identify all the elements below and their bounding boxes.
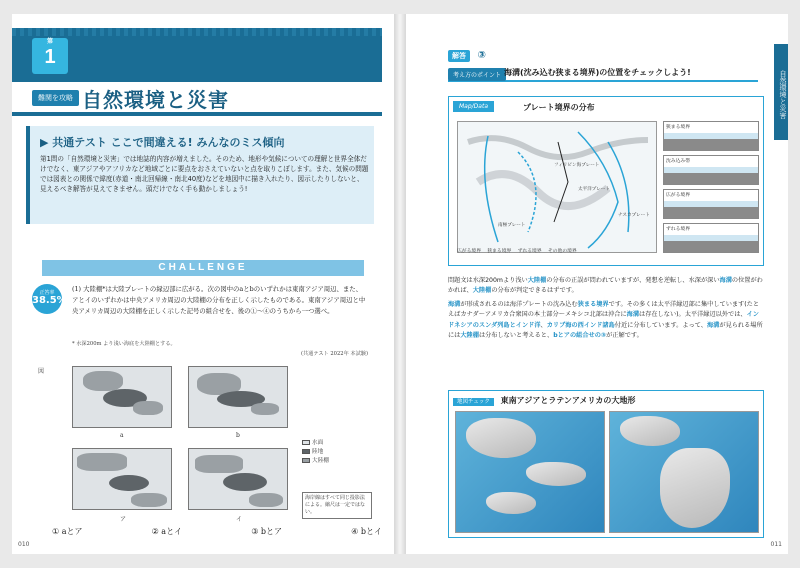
map-b [188, 366, 288, 428]
diagram-convergent: 狭まる境界 [663, 121, 759, 151]
legend-item-shelf: 大陸棚 [302, 457, 329, 466]
choice-2[interactable]: ② aとイ [151, 527, 183, 536]
left-page-number: 010 [18, 541, 30, 548]
explanation-para-1: 問題文は水深200mより浅い大陸棚の分布の正誤が問われていますが、発想を逆転し、水深が深い海溝の位置がわかれば、大陸棚の分布が判定できるはずです。 [448, 277, 763, 295]
point-label: 考え方のポイント [448, 68, 506, 81]
legend-divergent: 広がる境界 [457, 249, 481, 254]
figure-label: 図 [38, 368, 45, 375]
map-caption-i-katakana: イ [236, 516, 243, 523]
choice-3[interactable]: ③ bとア [251, 527, 283, 536]
diagram-divergent: 広がる境界 [663, 189, 759, 219]
boundary-diagrams [663, 121, 759, 261]
page-title: 自然環境と災害 [82, 88, 229, 112]
legend-transform: ずれる境界 [517, 249, 542, 254]
mistake-title: ▶ 共通テスト ここで間違える! みんなのミス傾向 [40, 136, 285, 149]
relief-flag: 地図チェック [453, 398, 494, 406]
map-caption-b: b [236, 432, 240, 439]
point-bar [448, 66, 758, 82]
legend-item-land: 陸地 [302, 448, 329, 457]
correct-rate-badge [32, 284, 67, 314]
explanation-para-2: 海溝が形成されるのは海洋プレートの沈み込む狭まる境界です。その多くは太平洋縁辺部に集中しています(たとえばカナダ〜アメリカ合衆国の本土部分〜メキシコ北部は沖合に海溝は存在しない)。太平洋縁辺以外では、インドネシアのスンダ列島とインド洋、カリブ海の西インド諸島付近に分布しています。よって、海溝が見られる場所には大陸棚は分布しないと考えると、bとアの組合せの③が正解です。 [448, 300, 763, 340]
title-divider [12, 112, 382, 116]
mistake-body: 第1問の「自然環境と災害」では地誌的内容が増えました。そのため、地形や気候についての理解と世界全体だけでなく、東アジアやアフリカなど地域ごとに要点をおさえていないと点を取りこぼします。また、気候の問題では図表との関係で緯度(赤道・南北回帰線・南北40度)などを地図中に描き入れたり、図示したりしないと、見えるべき解答が見えてきません。頭だけでなく手も動かしましょう! [40, 155, 369, 193]
map-a [72, 366, 172, 428]
diagram-subduction: 沈み込み帯 [663, 155, 759, 185]
relief-map-southeast-asia [455, 411, 605, 533]
plate-boundary-header [453, 101, 759, 115]
map-caption-a: a [120, 432, 124, 439]
plate-lines [458, 122, 658, 254]
mapdata-title: プレート境界の分布 [523, 103, 595, 112]
right-page [406, 14, 788, 554]
mistake-title-text: 共通テスト ここで間違える! みんなのミス傾向 [52, 136, 285, 149]
map-legend [302, 439, 329, 466]
question-source: (共通テスト 2022年 本試験) [300, 351, 368, 357]
legend-item-water: 水面 [302, 439, 329, 448]
world-label-pacific: 太平洋プレート [578, 187, 610, 192]
chapter-badge-number: 1 [44, 46, 56, 68]
chapter-badge-caption: 第 [46, 39, 53, 45]
rate-label: 正答率 [39, 290, 55, 296]
world-legend [457, 247, 577, 254]
relief-header [453, 395, 635, 406]
chapter-badge [32, 38, 68, 74]
choice-1[interactable]: ① aとア [52, 527, 83, 536]
question-text: (1) 大陸棚*は大陸プレートの縁辺部に広がる。次の図中のaとbのいずれかは東南アジア周辺、また、アとイのいずれかは中央アメリカ周辺の大陸棚の分布を正しく示したものである。東南アジア周辺と中央アメリカ周辺の大陸棚を正しく示した記号の組合せを、後の①〜④のうちから一つ選べ。 [72, 285, 366, 315]
point-text: 海溝(沈み込む狭まる境界)の位置をチェックしよう! [504, 68, 691, 77]
section-label: 難関を攻略 [32, 90, 79, 106]
legend-other: その他の境界 [547, 249, 577, 254]
legend-convergent: 狭まる境界 [487, 249, 512, 254]
relief-map-latin-america [609, 411, 759, 533]
world-label-antarctic: 南極プレート [498, 223, 526, 228]
book-gutter [394, 14, 406, 554]
left-page [12, 14, 394, 554]
mapdata-flag: Map/Data [453, 101, 494, 112]
world-plate-map [457, 121, 657, 253]
diagram-transform: ずれる境界 [663, 223, 759, 253]
mistake-tendency-box [26, 126, 374, 224]
world-label-philippine: フィリピン海プレート [554, 163, 600, 168]
plate-boundary-box [448, 96, 764, 266]
right-page-number: 011 [770, 541, 782, 548]
map-a-katakana [72, 448, 172, 510]
explanation [448, 276, 764, 341]
question-note: * 水深200m より浅い海底を大陸棚とする。 [72, 341, 176, 347]
world-label-nazca: ナスカプレート [618, 213, 650, 218]
map-side-note: 海岸線はすべて同じ投影法による。縮尺は一定ではない。 [302, 492, 372, 519]
challenge-header: CHALLENGE [42, 260, 364, 276]
relief-map-box [448, 390, 764, 538]
answer-header [448, 50, 486, 61]
answer-value: ③ [477, 50, 486, 61]
rate-value: 38.5% [32, 295, 67, 306]
answer-choices [52, 526, 382, 537]
answer-label: 解答 [448, 50, 470, 62]
relief-title: 東南アジアとラテンアメリカの大地形 [500, 396, 636, 405]
map-caption-a-katakana: ア [120, 516, 127, 523]
choice-4[interactable]: ④ bとイ [351, 527, 382, 536]
map-i-katakana [188, 448, 288, 510]
side-tab: 自然環境と災害 [774, 44, 788, 140]
